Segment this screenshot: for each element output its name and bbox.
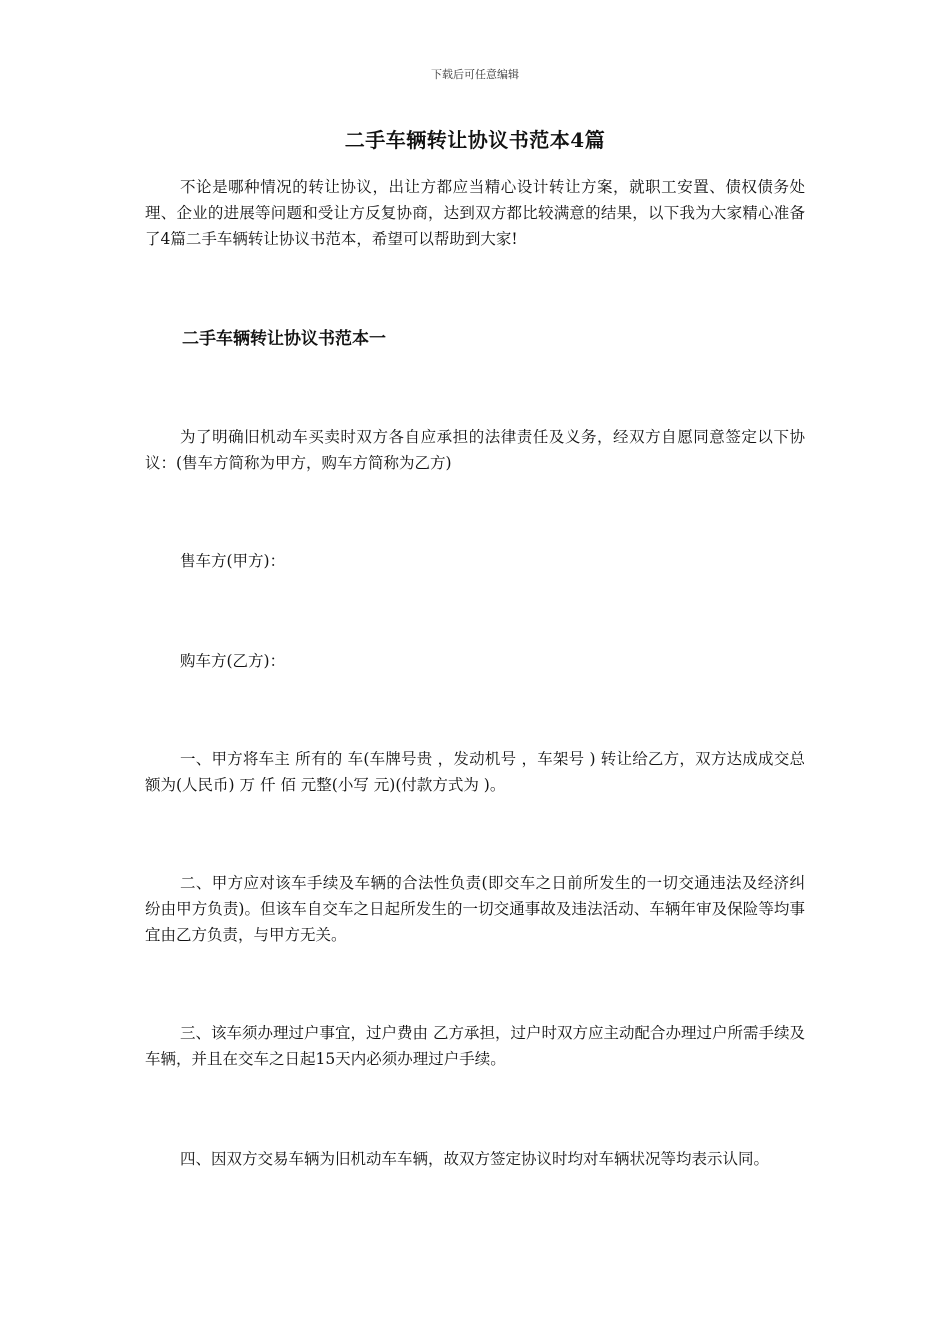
intro-paragraph: 不论是哪种情况的转让协议，出让方都应当精心设计转让方案，就职工安置、债权债务处理、企业的进展等问题和受让方反复协商，达到双方都比较满意的结果，以下我为大家精心准备了4篇二手车辆转让协议书范本，希望可以帮助到大家! [145, 178, 805, 248]
purpose-paragraph: 为了明确旧机动车买卖时双方各自应承担的法律责任及义务，经双方自愿同意签定以下协议：(售车方简称为甲方，购车方简称为乙方) [145, 428, 805, 472]
document-title: 二手车辆转让协议书范本4篇 [344, 128, 606, 152]
section-heading: 二手车辆转让协议书范本一 [182, 329, 386, 349]
clause-1: 一、甲方将车主 所有的 车(车牌号贵 ，发动机号 ，车架号 ) 转让给乙方，双方达成成交总额为(人民币) 万 仟 佰 元整(小写 元)(付款方式为 )。 [145, 750, 805, 794]
buyer-line: 购车方(乙方)： [180, 652, 286, 670]
header-note: 下载后可任意编辑 [431, 68, 519, 81]
clause-2: 二、甲方应对该车手续及车辆的合法性负责(即交车之日前所发生的一切交通违法及经济纠纷由甲方负责)。但该车自交车之日起所发生的一切交通事故及违法活动、车辆年审及保险等均事宜由乙方负责，与甲方无关。 [145, 874, 805, 944]
clause-4: 四、因双方交易车辆为旧机动车车辆，故双方签定协议时均对车辆状况等均表示认同。 [180, 1150, 770, 1168]
clause-3: 三、该车须办理过户事宜，过户费由 乙方承担，过户时双方应主动配合办理过户所需手续及车辆，并且在交车之日起15天内必须办理过户手续。 [145, 1024, 805, 1068]
seller-line: 售车方(甲方)： [180, 552, 286, 570]
